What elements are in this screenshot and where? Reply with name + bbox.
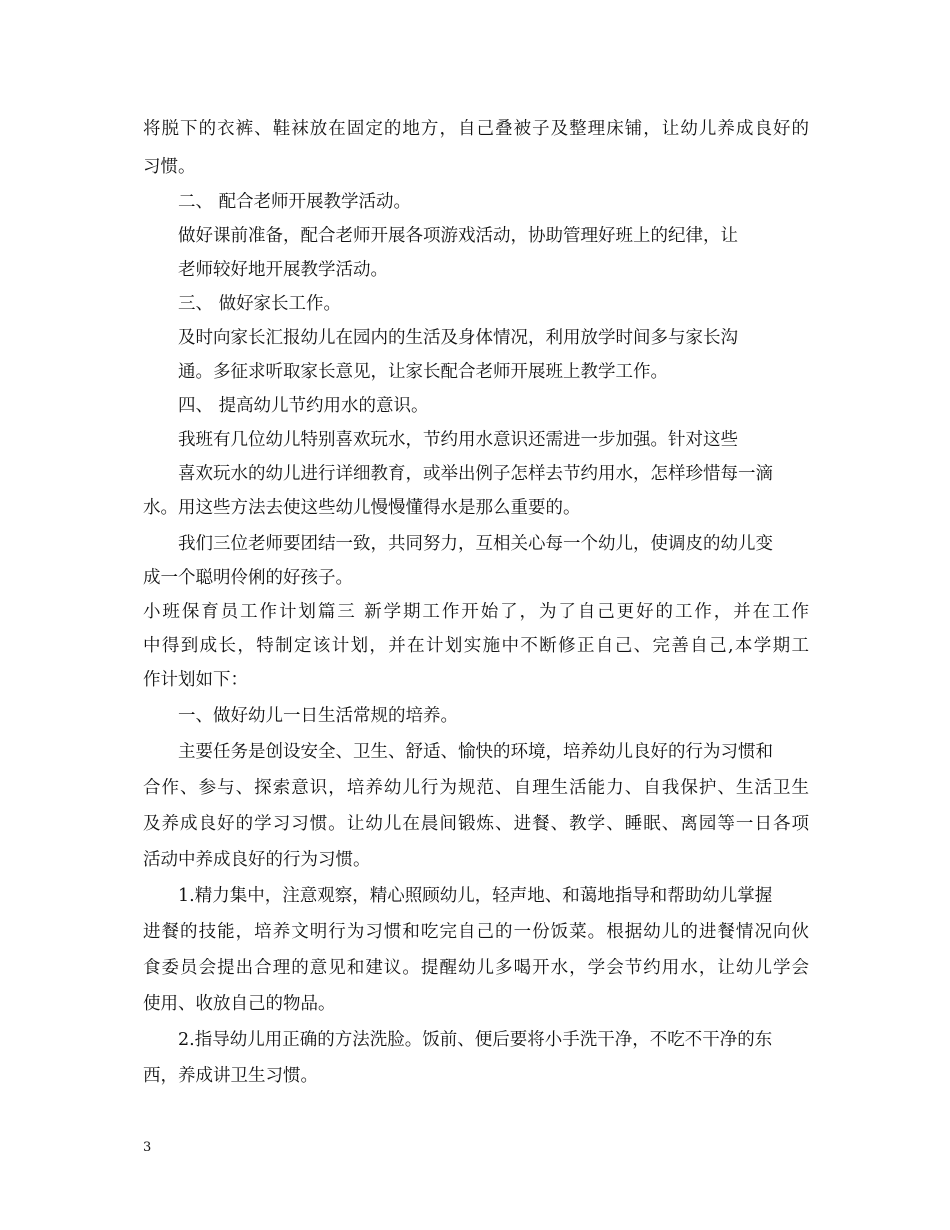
section-title-line: 小班保育员工作计划篇三 新学期工作开始了，为了自己更好的工作，并在工作 xyxy=(143,602,809,622)
text-line: 及养成良好的学习习惯。让幼儿在晨间锻炼、进餐、教学、睡眠、离园等一日各项 xyxy=(143,814,809,834)
text-line: 进餐的技能，培养文明行为习惯和吃完自己的一份饭菜。根据幼儿的进餐情况向伙 xyxy=(143,922,809,942)
text-line: 老师较好地开展教学活动。 xyxy=(178,260,388,280)
page-number: 3 xyxy=(143,1140,152,1155)
section-heading: 一、做好幼儿一日生活常规的培养。 xyxy=(178,706,458,726)
text-line: 习惯。 xyxy=(143,157,196,177)
text-line: 合作、参与、探索意识，培养幼儿行为规范、自理生活能力、自我保护、生活卫生 xyxy=(143,778,809,798)
text-line: 活动中养成良好的行为习惯。 xyxy=(143,850,371,870)
text-line: 食委员会提出合理的意见和建议。提醒幼儿多喝开水，学会节约用水，让幼儿学会 xyxy=(143,958,809,978)
text-line: 水。用这些方法去使这些幼儿慢慢懂得水是那么重要的。 xyxy=(143,498,581,518)
text-line: 成一个聪明伶俐的好孩子。 xyxy=(143,568,353,588)
text-line: 西，养成讲卫生习惯。 xyxy=(143,1066,318,1086)
text-line: 将脱下的衣裤、鞋袜放在固定的地方，自己叠被子及整理床铺，让幼儿养成良好的 xyxy=(143,119,809,139)
text-line: 主要任务是创设安全、卫生、舒适、愉快的环境，培养幼儿良好的行为习惯和 xyxy=(178,742,773,762)
text-line: 使用、收放自己的物品。 xyxy=(143,994,336,1014)
text-line: 我班有几位幼儿特别喜欢玩水，节约用水意识还需进一步加强。针对这些 xyxy=(178,430,738,450)
text-line: 通。多征求听取家长意见，让家长配合老师开展班上教学工作。 xyxy=(178,362,668,382)
text-line: 及时向家长汇报幼儿在园内的生活及身体情况，利用放学时间多与家长沟 xyxy=(178,328,738,348)
section-heading: 三、 做好家长工作。 xyxy=(178,294,342,314)
text-line: 喜欢玩水的幼儿进行详细教育，或举出例子怎样去节约用水，怎样珍惜每一滴 xyxy=(178,464,773,484)
section-heading: 四、 提高幼儿节约用水的意识。 xyxy=(178,396,429,416)
text-line: 我们三位老师要团结一致，共同努力，互相关心每一个幼儿，使调皮的幼儿变 xyxy=(178,534,773,554)
list-item: 1.精力集中，注意观察，精心照顾幼儿，轻声地、和蔼地指导和帮助幼儿掌握 xyxy=(178,886,773,906)
text-line: 作计划如下： xyxy=(143,670,248,690)
text-line: 中得到成长，特制定该计划，并在计划实施中不断修正自己、完善自己,本学期工 xyxy=(143,636,809,656)
text-line: 做好课前准备，配合老师开展各项游戏活动，协助管理好班上的纪律，让 xyxy=(178,226,738,246)
list-item: 2.指导幼儿用正确的方法洗脸。饭前、便后要将小手洗干净，不吃不干净的东 xyxy=(178,1030,773,1050)
section-heading: 二、 配合老师开展教学活动。 xyxy=(178,192,412,212)
